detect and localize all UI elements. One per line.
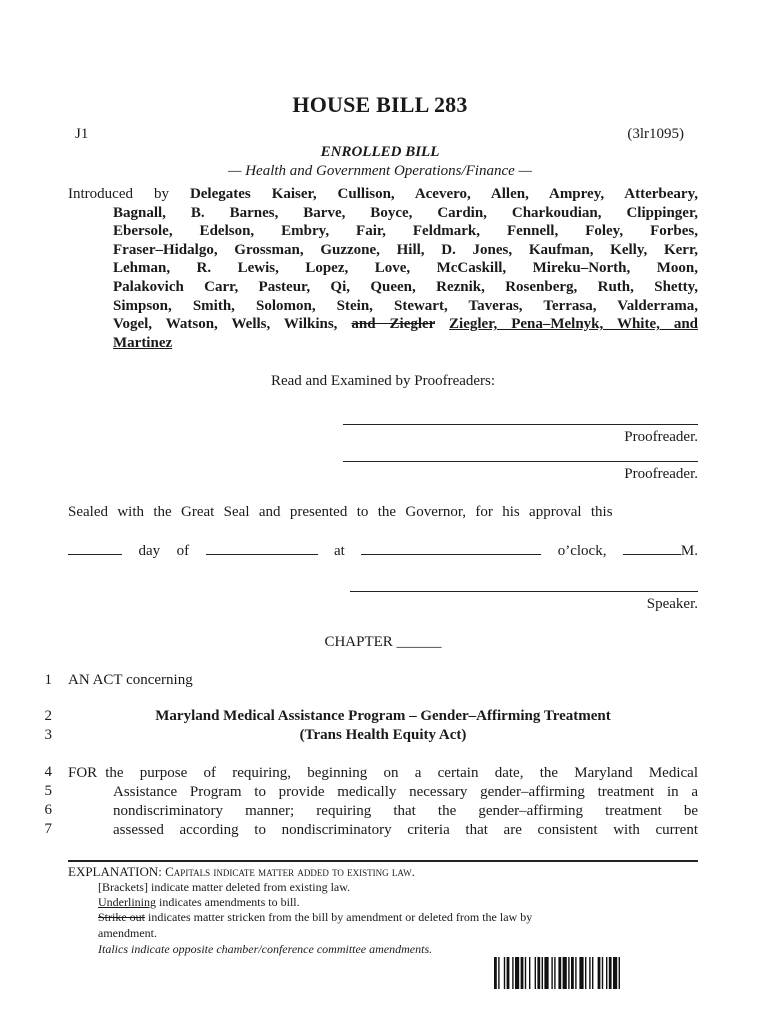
sponsor-line: Bagnall, B. Barnes, Barve, Boyce, Cardin, Charkoudian, Clippinger,: [113, 204, 698, 221]
line-number: 7: [44, 821, 52, 837]
barcode-bar: [571, 957, 574, 989]
speaker-signature-line: [350, 591, 698, 592]
oclock-label: o’clock,: [557, 543, 607, 559]
barcode-bar: [494, 957, 497, 989]
barcode-bar: [542, 957, 543, 989]
act-title: Maryland Medical Assistance Program – Gender–Affirming Treatment: [155, 708, 611, 724]
struck-sponsor: and Ziegler: [351, 316, 436, 333]
barcode-bar: [535, 957, 536, 989]
line-number: 6: [44, 802, 52, 818]
sponsor-line-last: [113, 315, 698, 334]
barcode-bar: [521, 957, 524, 989]
brackets-note: [98, 880, 638, 896]
barcode-bar: [498, 957, 499, 989]
barcode-bar: [592, 957, 593, 989]
speaker-label: Speaker.: [646, 596, 698, 612]
barcode-bar: [529, 957, 530, 989]
explanation-heading: [68, 864, 415, 880]
enrolled-status: ENROLLED BILL: [320, 144, 440, 160]
proofreader-signature-line: [343, 424, 698, 425]
barcode-bar: [575, 957, 576, 989]
strike-desc-cont: amendment.: [98, 925, 157, 940]
barcode-bar: [507, 957, 510, 989]
barcode-bar: [558, 957, 561, 989]
bill-draft-code: (3lr1095): [627, 126, 684, 142]
barcode-bar: [544, 957, 548, 989]
underlining-note: [98, 895, 638, 911]
time-blank: [361, 541, 541, 555]
meridiem-blank: [623, 541, 681, 555]
sponsor-line: Fraser–Hidalgo, Grossman, Guzzone, Hill, D. Jones, Kaufman, Kelly, Kerr,: [113, 241, 698, 258]
barcode-bar: [568, 957, 569, 989]
barcode-bar: [551, 957, 552, 989]
committee-line: — Health and Government Operations/Finance —: [228, 163, 532, 179]
barcode-bar: [579, 957, 583, 989]
barcode-bar: [554, 957, 555, 989]
read-examined: Read and Examined by Proofreaders:: [270, 373, 496, 389]
purpose-line: Assistance Program to provide medically necessary gender–affirming treatment in a: [113, 784, 698, 800]
barcode-bar: [609, 957, 612, 989]
underlining-desc: indicates amendments to bill.: [156, 895, 300, 909]
sponsor-line: Lehman, R. Lewis, Lopez, Love, McCaskill, Mireku–North, Moon,: [113, 260, 698, 277]
line-number: 4: [44, 764, 52, 780]
day-label: day: [138, 543, 161, 559]
sealed-sentence: Sealed with the Great Seal and presented to the Governor, for his approval this: [68, 504, 613, 520]
strike-desc: indicates matter stricken from the bill by amendment or deleted from the law by: [145, 910, 533, 924]
sponsor-line: Ebersole, Edelson, Embry, Fair, Feldmark, Fennell, Foley, Forbes,: [113, 223, 698, 240]
barcode-bar: [585, 957, 586, 989]
strike-sample: Strike out: [98, 910, 145, 924]
brackets-desc: indicate matter deleted from existing law.: [147, 880, 351, 894]
footer-rule: [68, 860, 698, 862]
proofreader-label: Proofreader.: [624, 466, 698, 482]
proofreader-label: Proofreader.: [624, 429, 698, 445]
act-short-title: (Trans Health Equity Act): [299, 727, 467, 743]
line-number: 2: [44, 708, 52, 724]
barcode-bar: [602, 957, 603, 989]
purpose-text: the purpose of requiring, beginning on a certain date, the Maryland Medical: [105, 765, 698, 781]
line-number: 3: [44, 727, 52, 743]
act-concerning: AN ACT concerning: [68, 672, 193, 688]
line-number: 5: [44, 783, 52, 799]
sponsors-line: [68, 185, 698, 204]
barcode-bar: [606, 957, 607, 989]
purpose-for: FOR: [68, 765, 98, 781]
sponsor-names: Vogel, Watson, Wells, Wilkins,: [113, 316, 352, 333]
explanation-label: EXPLANATION:: [68, 864, 166, 879]
underlining-sample: Underlining: [98, 895, 156, 909]
barcode-bar: [515, 957, 519, 989]
italics-note: Italics indicate opposite chamber/conference committee amendments.: [98, 942, 433, 956]
sponsors-block: [68, 185, 698, 352]
purpose-paragraph: [68, 764, 698, 840]
sponsor-line: Simpson, Smith, Solomon, Stein, Stewart, Taveras, Terrasa, Valderrama,: [113, 297, 698, 314]
added-sponsors: Ziegler, Pena–Melnyk, White, and: [449, 316, 699, 333]
purpose-line: assessed according to nondiscriminatory criteria that are consistent with current: [113, 822, 698, 838]
brackets-sample: [Brackets]: [98, 880, 148, 894]
proofreader-signature-line: [343, 461, 698, 462]
barcode-bar: [619, 957, 620, 989]
barcode-bar: [504, 957, 505, 989]
barcode-bar: [563, 957, 567, 989]
introduced-label: Introduced by: [68, 186, 190, 202]
barcode-bar: [537, 957, 540, 989]
strike-note: [98, 910, 638, 941]
at-label: at: [333, 543, 345, 559]
barcode-bar: [512, 957, 513, 989]
barcode-bar: [598, 957, 601, 989]
date-time-row: [68, 541, 698, 560]
chapter-line: CHAPTER ______: [324, 634, 442, 650]
sponsors-first-line: Delegates Kaiser, Cullison, Acevero, Allen, Amprey, Atterbeary,: [189, 186, 698, 202]
sponsor-line-final: [113, 334, 698, 353]
subject-code: J1: [75, 126, 89, 142]
meridiem: M.: [623, 541, 698, 560]
added-sponsor-martinez: Martinez: [113, 334, 173, 351]
explanation-capitals: Capitals indicate matter added to existing law.: [165, 864, 415, 879]
of-label: of: [176, 543, 190, 559]
line-number: 1: [44, 672, 52, 688]
barcode-bar: [589, 957, 590, 989]
day-blank: [68, 541, 122, 555]
barcode-bar: [613, 957, 617, 989]
bill-title: HOUSE BILL 283: [292, 92, 468, 117]
sponsor-line: Palakovich Carr, Pasteur, Qi, Queen, Reznik, Rosenberg, Ruth, Shetty,: [113, 278, 698, 295]
barcode-icon: [494, 957, 680, 989]
barcode-bar: [525, 957, 526, 989]
sponsors-cont: [68, 204, 698, 353]
purpose-line: nondiscriminatory manner; requiring that the gender–affirming treatment be: [113, 803, 698, 819]
month-blank: [206, 541, 318, 555]
purpose-first-line: [68, 764, 698, 783]
